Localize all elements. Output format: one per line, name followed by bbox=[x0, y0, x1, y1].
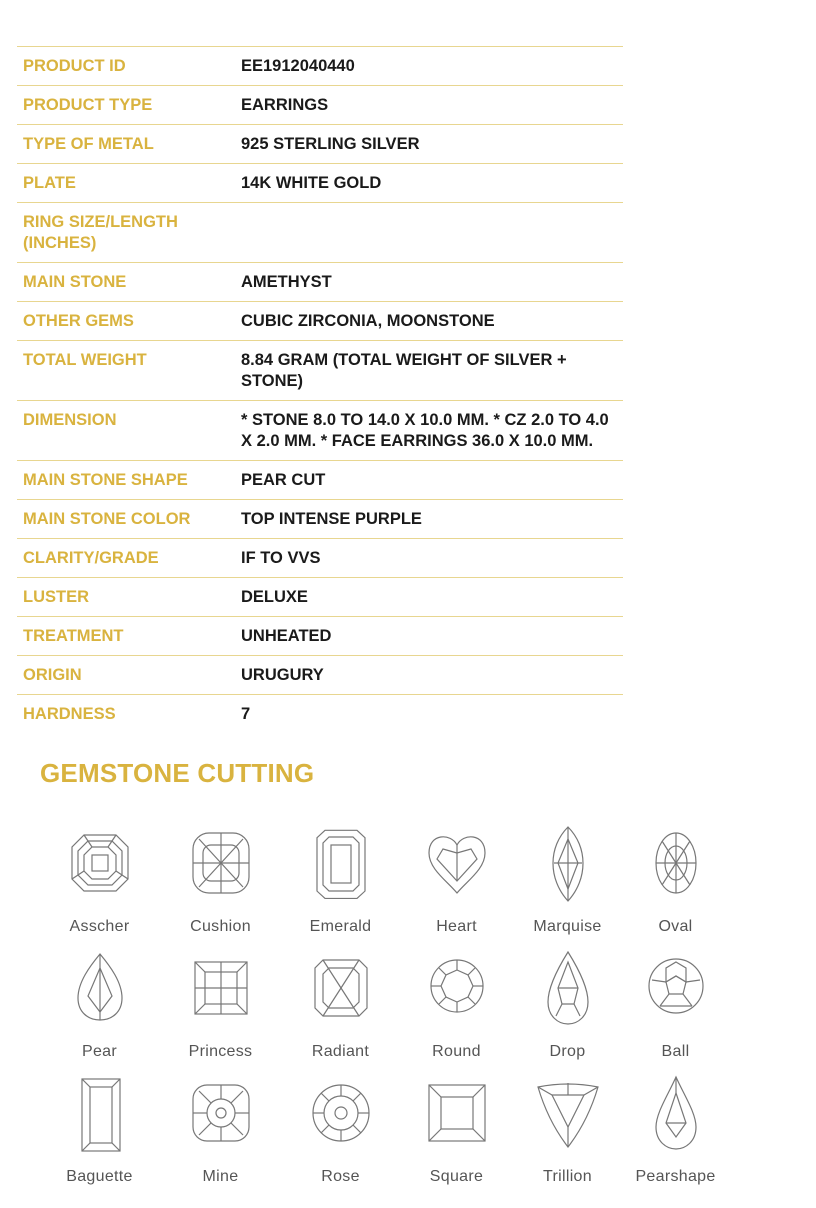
spec-row bbox=[17, 164, 623, 203]
emerald-cut-icon bbox=[305, 823, 377, 903]
drop-cut-icon bbox=[532, 948, 604, 1028]
cut-item-marquise bbox=[510, 815, 625, 940]
product-spec-table bbox=[17, 46, 623, 733]
spec-value: UNHEATED bbox=[229, 617, 623, 656]
cut-item-square bbox=[399, 1065, 514, 1190]
spec-row bbox=[17, 401, 623, 461]
spec-value: DELUXE bbox=[229, 578, 623, 617]
spec-key: OTHER GEMS bbox=[17, 302, 229, 341]
spec-value: 7 bbox=[229, 695, 623, 734]
spec-value: IF TO VVS bbox=[229, 539, 623, 578]
trillion-cut-icon bbox=[532, 1073, 604, 1153]
mine-cut-icon bbox=[185, 1073, 257, 1153]
spec-key: ORIGIN bbox=[17, 656, 229, 695]
cut-item-pearshape bbox=[618, 1065, 733, 1190]
spec-row bbox=[17, 578, 623, 617]
spec-value: TOP INTENSE PURPLE bbox=[229, 500, 623, 539]
asscher-cut-icon bbox=[64, 823, 136, 903]
cut-item-pear bbox=[42, 940, 157, 1065]
baguette-cut-icon bbox=[64, 1073, 136, 1153]
cut-item-trillion bbox=[510, 1065, 625, 1190]
marquise-cut-icon bbox=[532, 823, 604, 903]
spec-row bbox=[17, 695, 623, 734]
cut-label: Trillion bbox=[543, 1168, 592, 1185]
cut-item-round bbox=[399, 940, 514, 1065]
cut-item-baguette bbox=[42, 1065, 157, 1190]
cut-label: Round bbox=[432, 1043, 481, 1060]
spec-key: DIMENSION bbox=[17, 401, 229, 461]
spec-key: CLARITY/GRADE bbox=[17, 539, 229, 578]
spec-key: PRODUCT ID bbox=[17, 47, 229, 86]
cut-item-radiant bbox=[283, 940, 398, 1065]
spec-value: CUBIC ZIRCONIA, MOONSTONE bbox=[229, 302, 623, 341]
spec-row bbox=[17, 302, 623, 341]
spec-row bbox=[17, 341, 623, 401]
cut-item-heart bbox=[399, 815, 514, 940]
spec-value: 925 STERLING SILVER bbox=[229, 125, 623, 164]
spec-value: 8.84 GRAM (TOTAL WEIGHT OF SILVER + STONE) bbox=[229, 341, 623, 401]
cut-item-princess bbox=[163, 940, 278, 1065]
radiant-cut-icon bbox=[305, 948, 377, 1028]
square-cut-icon bbox=[421, 1073, 493, 1153]
cut-label: Square bbox=[429, 1168, 484, 1185]
spec-key: MAIN STONE COLOR bbox=[17, 500, 229, 539]
spec-key: TREATMENT bbox=[17, 617, 229, 656]
spec-row bbox=[17, 203, 623, 263]
spec-key: MAIN STONE bbox=[17, 263, 229, 302]
spec-key: TYPE OF METAL bbox=[17, 125, 229, 164]
round-cut-icon bbox=[421, 948, 493, 1028]
spec-value: * STONE 8.0 TO 14.0 X 10.0 MM. * CZ 2.0 TO 4.0 X 2.0 MM. * FACE EARRINGS 36.0 X 10.0 MM. bbox=[229, 401, 623, 461]
cut-label: Radiant bbox=[311, 1043, 370, 1060]
cut-item-cushion bbox=[163, 815, 278, 940]
oval-cut-icon bbox=[640, 823, 712, 903]
cut-label: Princess bbox=[188, 1043, 253, 1060]
cut-label: Heart bbox=[436, 918, 477, 935]
cut-item-rose bbox=[283, 1065, 398, 1190]
cut-label: Emerald bbox=[309, 918, 372, 935]
cut-label: Drop bbox=[549, 1043, 586, 1060]
spec-value: EARRINGS bbox=[229, 86, 623, 125]
spec-row bbox=[17, 539, 623, 578]
spec-key: PLATE bbox=[17, 164, 229, 203]
pear-cut-icon bbox=[64, 948, 136, 1028]
ball-cut-icon bbox=[640, 948, 712, 1028]
spec-key: LUSTER bbox=[17, 578, 229, 617]
cut-label: Pear bbox=[82, 1043, 117, 1060]
section-title: GEMSTONE CUTTING bbox=[40, 758, 315, 788]
spec-key: RING SIZE/LENGTH (INCHES) bbox=[17, 203, 229, 263]
cut-item-asscher bbox=[42, 815, 157, 940]
spec-value: 14K WHITE GOLD bbox=[229, 164, 623, 203]
gemstone-cut-grid bbox=[40, 815, 730, 1200]
spec-row bbox=[17, 461, 623, 500]
spec-row bbox=[17, 617, 623, 656]
cut-label: Oval bbox=[658, 918, 693, 935]
spec-row bbox=[17, 86, 623, 125]
cut-label: Marquise bbox=[533, 918, 602, 935]
cushion-cut-icon bbox=[185, 823, 257, 903]
spec-value: URUGURY bbox=[229, 656, 623, 695]
princess-cut-icon bbox=[185, 948, 257, 1028]
spec-row bbox=[17, 263, 623, 302]
spec-key: HARDNESS bbox=[17, 695, 229, 734]
cut-label: Baguette bbox=[66, 1168, 133, 1185]
cut-label: Mine bbox=[202, 1168, 239, 1185]
spec-value bbox=[229, 203, 623, 263]
cut-item-drop bbox=[510, 940, 625, 1065]
heart-cut-icon bbox=[421, 823, 493, 903]
spec-value: AMETHYST bbox=[229, 263, 623, 302]
spec-row bbox=[17, 656, 623, 695]
cut-label: Cushion bbox=[190, 918, 251, 935]
cut-label: Rose bbox=[321, 1168, 360, 1185]
spec-key: TOTAL WEIGHT bbox=[17, 341, 229, 401]
cut-item-ball bbox=[618, 940, 733, 1065]
cut-item-emerald bbox=[283, 815, 398, 940]
rose-cut-icon bbox=[305, 1073, 377, 1153]
spec-row bbox=[17, 47, 623, 86]
spec-key: PRODUCT TYPE bbox=[17, 86, 229, 125]
spec-value: PEAR CUT bbox=[229, 461, 623, 500]
spec-key: MAIN STONE SHAPE bbox=[17, 461, 229, 500]
spec-row bbox=[17, 500, 623, 539]
cut-label: Asscher bbox=[69, 918, 130, 935]
cut-label: Ball bbox=[661, 1043, 690, 1060]
spec-row bbox=[17, 125, 623, 164]
pearshape-cut-icon bbox=[640, 1073, 712, 1153]
cut-item-mine bbox=[163, 1065, 278, 1190]
cut-item-oval bbox=[618, 815, 733, 940]
spec-value: EE1912040440 bbox=[229, 47, 623, 86]
cut-label: Pearshape bbox=[635, 1168, 716, 1185]
